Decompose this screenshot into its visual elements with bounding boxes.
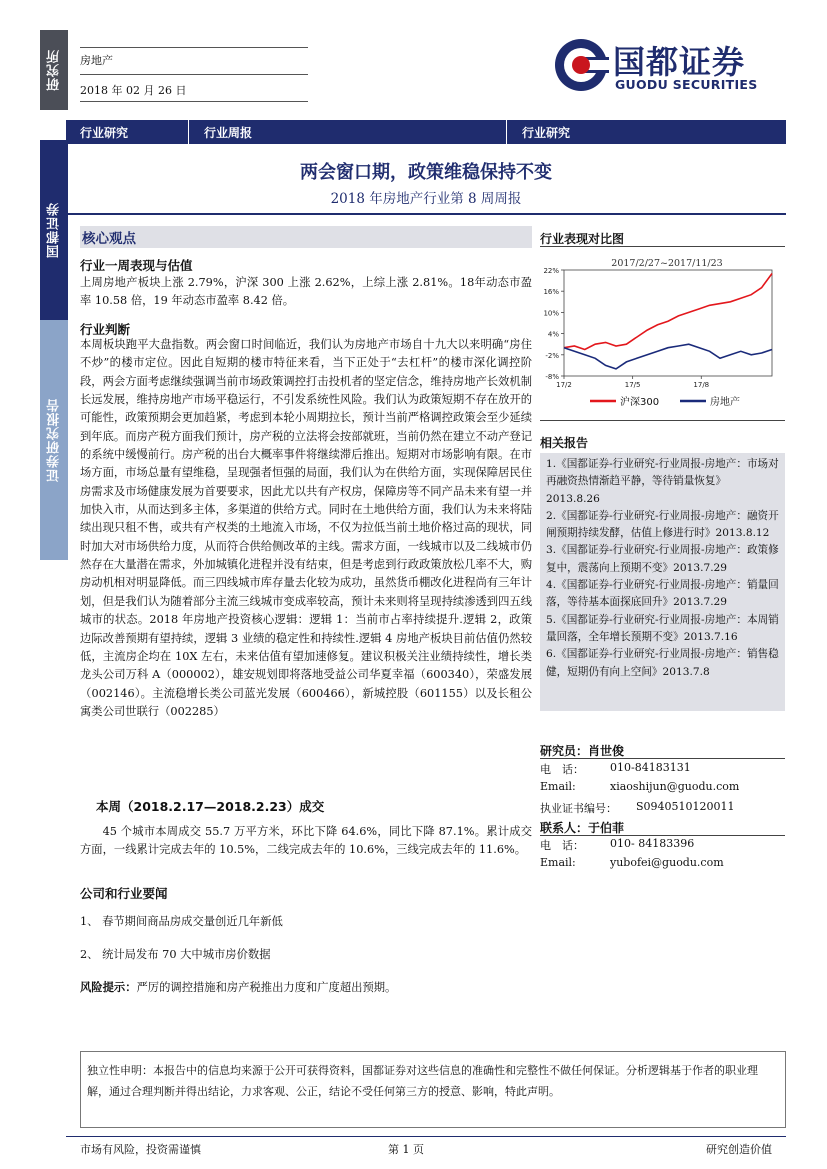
risk-text: 严厉的调控措施和房产税推出力度和广度超出预期。 bbox=[136, 981, 397, 994]
analyst-cert-label: 执业证书编号： bbox=[540, 802, 617, 815]
series-line-real-estate bbox=[564, 344, 772, 369]
related-report-item[interactable]: 6.《国都证券-行业研究-行业周报-房地产：销售稳健，短期仍有向上空间》2013.7.8 bbox=[546, 648, 779, 678]
y-tick-label: 10% bbox=[543, 309, 559, 318]
analyst-name: 研究员：肖世俊 bbox=[540, 744, 625, 758]
analyst-email-label: Email: bbox=[540, 780, 576, 793]
analyst-rule bbox=[540, 758, 785, 759]
y-tick-label: 4% bbox=[547, 330, 559, 339]
logo-mark-icon bbox=[553, 35, 609, 95]
news-item: 2、 统计局发布 70 大中城市房价数据 bbox=[80, 948, 271, 961]
y-tick-label: -8% bbox=[545, 373, 559, 381]
contact-name: 联系人：于伯菲 bbox=[540, 821, 625, 835]
footer-page-number: 第 1 页 bbox=[388, 1143, 424, 1156]
series-line-csi300 bbox=[564, 274, 772, 350]
x-tick-label: 17/5 bbox=[624, 381, 641, 389]
legend-label: 房地产 bbox=[710, 397, 740, 408]
company-logo bbox=[553, 35, 763, 97]
nav-weekly-report: 行业周报 bbox=[204, 126, 253, 140]
analyst-cert: S0940510120011 bbox=[636, 800, 735, 813]
sector-label: 房地产 bbox=[80, 54, 113, 67]
x-tick-label: 17/2 bbox=[556, 381, 572, 389]
analyst-phone-label: 电 话： bbox=[540, 763, 584, 776]
nav-separator bbox=[506, 120, 507, 144]
y-tick-label: 16% bbox=[543, 288, 559, 297]
analyst-phone-row bbox=[540, 761, 691, 777]
report-title: 两会窗口期，政策维稳保持不变 bbox=[300, 162, 552, 183]
report-subtitle: 2018 年房地产行业第 8 周周报 bbox=[330, 191, 522, 207]
news-heading: 公司和行业要闻 bbox=[80, 886, 168, 901]
logo-text-cn: 国都证券 bbox=[613, 43, 746, 81]
related-report-item[interactable]: 2.《国都证券-行业研究-行业周报-房地产：融资开闸预期持续发酵，估值上修进行时》2013.8.12 bbox=[546, 509, 779, 540]
industry-judgement-heading: 行业判断 bbox=[80, 322, 131, 337]
report-date: 2018 年 02 月 26 日 bbox=[80, 84, 187, 97]
nav-separator bbox=[188, 120, 189, 144]
nav-industry-research: 行业研究 bbox=[80, 126, 129, 140]
sidebar-label-research-institute: 研究所 bbox=[46, 49, 62, 91]
risk-warning bbox=[80, 979, 396, 995]
title-rule bbox=[66, 213, 786, 215]
weekly-performance-text: 上周房地产板块上涨 2.79%，沪深 300 上涨 2.62%，上综上涨 2.81%。18年动态市盈率 10.58 倍，19 年动态市盈率 8.42 倍。 bbox=[80, 276, 532, 308]
nav-industry-research-right: 行业研究 bbox=[522, 126, 571, 140]
performance-chart bbox=[540, 250, 785, 415]
risk-label: 风险提示： bbox=[80, 981, 137, 994]
plot-frame bbox=[564, 270, 772, 376]
transactions-text: 45 个城市本周成交 55.7 万平方米，环比下降 64.6%，同比下降 87.1%。累计成交方面，一线累计完成去年的 10.5%，二线完成去年的 10.6%，三线完成去年的 11.6%。 bbox=[80, 825, 532, 857]
category-bar bbox=[66, 120, 786, 144]
header-mid-rule bbox=[80, 74, 308, 75]
analyst-phone: 010-84183131 bbox=[610, 761, 691, 774]
legend-label: 沪深300 bbox=[620, 397, 660, 408]
transactions-heading: 本周（2018.2.17—2018.2.23）成交 bbox=[96, 799, 325, 814]
independence-disclaimer: 独立性申明：本报告中的信息均来源于公开可获得资料，国都证券对这些信息的准确性和完整性不做任何保证。分析逻辑基于作者的职业理解，通过合理判断并得出结论，力求客观、公正，结论不受任何第三方的授意、影响，特此声明。 bbox=[80, 1051, 786, 1128]
chart-top-rule bbox=[540, 246, 785, 247]
header-bottom-rule bbox=[80, 101, 308, 102]
header-top-rule bbox=[80, 47, 308, 48]
contact-rule bbox=[540, 835, 785, 836]
contact-email-label: Email: bbox=[540, 856, 576, 869]
related-report-item[interactable]: 4.《国都证券-行业研究-行业周报-房地产：销量回落，等待基本面探底回升》2013.7.29 bbox=[546, 579, 779, 609]
analyst-email-row bbox=[540, 780, 740, 793]
chart-section-title: 行业表现对比图 bbox=[540, 232, 625, 246]
core-view-label: 核心观点 bbox=[82, 231, 136, 247]
footer-risk-note: 市场有风险，投资需谨慎 bbox=[80, 1143, 201, 1156]
weekly-performance-heading: 行业一周表现与估值 bbox=[80, 258, 193, 273]
core-view-header bbox=[80, 226, 532, 248]
related-report-item[interactable]: 3.《国都证券-行业研究-行业周报-房地产：政策修复中，震荡向上预期不变》2013.7.29 bbox=[546, 544, 779, 574]
related-reports-list bbox=[540, 453, 785, 711]
sidebar-block-report-type bbox=[40, 320, 68, 560]
related-report-item[interactable]: 1.《国都证券-行业研究-行业周报-房地产：市场对再融资热情渐趋平静，等待销量恢复》2013.8.26 bbox=[546, 458, 779, 505]
sidebar-block-research-institute bbox=[40, 30, 68, 110]
related-report-item[interactable]: 5.《国都证券-行业研究-行业周报-房地产：本周销量回落，全年增长预期不变》2013.7.16 bbox=[546, 613, 779, 643]
sidebar-block-company bbox=[40, 140, 68, 320]
analyst-cert-row bbox=[540, 800, 735, 816]
contact-phone-row bbox=[540, 837, 695, 853]
contact-email-row bbox=[540, 856, 724, 869]
logo-text-en: GUODU SECURITIES bbox=[615, 77, 758, 92]
contact-phone-label: 电 话： bbox=[540, 839, 584, 852]
y-tick-label: 22% bbox=[543, 267, 559, 275]
related-reports-title: 相关报告 bbox=[540, 436, 589, 450]
chart-title: 2017/2/27~2017/11/23 bbox=[611, 258, 723, 269]
footer-rule bbox=[66, 1136, 786, 1137]
chart-bottom-rule bbox=[540, 420, 785, 421]
contact-phone: 010- 84183396 bbox=[610, 837, 695, 850]
x-tick-label: 17/8 bbox=[693, 381, 710, 389]
analyst-email[interactable]: xiaoshijun@guodu.com bbox=[610, 780, 740, 793]
sidebar-label-company: 国都证券 bbox=[46, 202, 62, 258]
contact-email[interactable]: yubofei@guodu.com bbox=[610, 856, 724, 869]
y-tick-label: -2% bbox=[545, 351, 559, 360]
news-item: 1、 春节期间商品房成交量创近几年新低 bbox=[80, 915, 283, 928]
sidebar-label-report-type: 证券研究报告 bbox=[46, 398, 62, 482]
industry-judgement-text: 本周板块跑平大盘指数。两会窗口时间临近，我们认为房地产市场自十九大以来明确“房住不炒”的楼市定位。因此自短期的楼市特征来看，当下正处于“去杠杆”的楼市深化调控阶段，两会方面考虑继续强调当前市场政策调控打击投机者的坚定信念，维持房地产长效机制长远发展，维持房地产市场平稳运行，不引发系统性风险。我们认为政策短期不存在放开的可能性，政策预期会更加趋紧，考虑到本轮小周期拉长，预计当前严格调控政策会至少延续到年底。而房产税方面我们预计，房产税的立法将会按部就班，当前仍然在建立不动产登记的系统中缓慢前行。房产税的出台大概率事件将继续滞后推出。短期对市场影响有限。在市场方面，市场总量有望维稳，呈现强者恒强的局面，我们认为在供给方面，实现保障居民住房需求及市场健康发展为首要要求，因此尤以共有产权房，保障房等不同产品未来有望一并加快入市，从而达到多主体，多渠道的供给方式。同时在土地供给方面，我们认为未来将陆续出现只租不售，或共有产权类的土地流入市场，不仅为拉低当前土地价格过高的现状，同时加大对市场供给力度，从而符合供给侧改革的主线。需求方面，一线城市以及二线城市仍然存在大量潜在需求，外加城镇化进程并没有结束，但是考虑到行政政策放松几率不大，购房动机相对明显降低。而三四线城市库存量去化较为成功，虽然货币棚改化进程尚有三年计划，但是我们认为随着部分主流三线城市变成率较高，预计未来则将呈现持续渗透到四五线城市的状态。2018 年房地产投资核心逻辑：逻辑 1：当前市占率持续提升.逻辑 2，政策边际改善预期有望持续，逻辑 3 业绩的稳定性和持续性.逻辑 4 房地产板块目前估值仍然较低，主流房企均在 10X 左右，未来估值有望加速修复。建议积极关注业绩持续性，增长类龙头公司万科 A（000002），雄安规划即将落地受益公司华夏幸福（600340），荣盛发展（002146）。主流稳增长类公司蓝光发展（600466），新城控股（601155）以及长租公寓类公司世联行（002285） bbox=[80, 338, 532, 718]
footer-slogan: 研究创造价值 bbox=[706, 1143, 772, 1156]
